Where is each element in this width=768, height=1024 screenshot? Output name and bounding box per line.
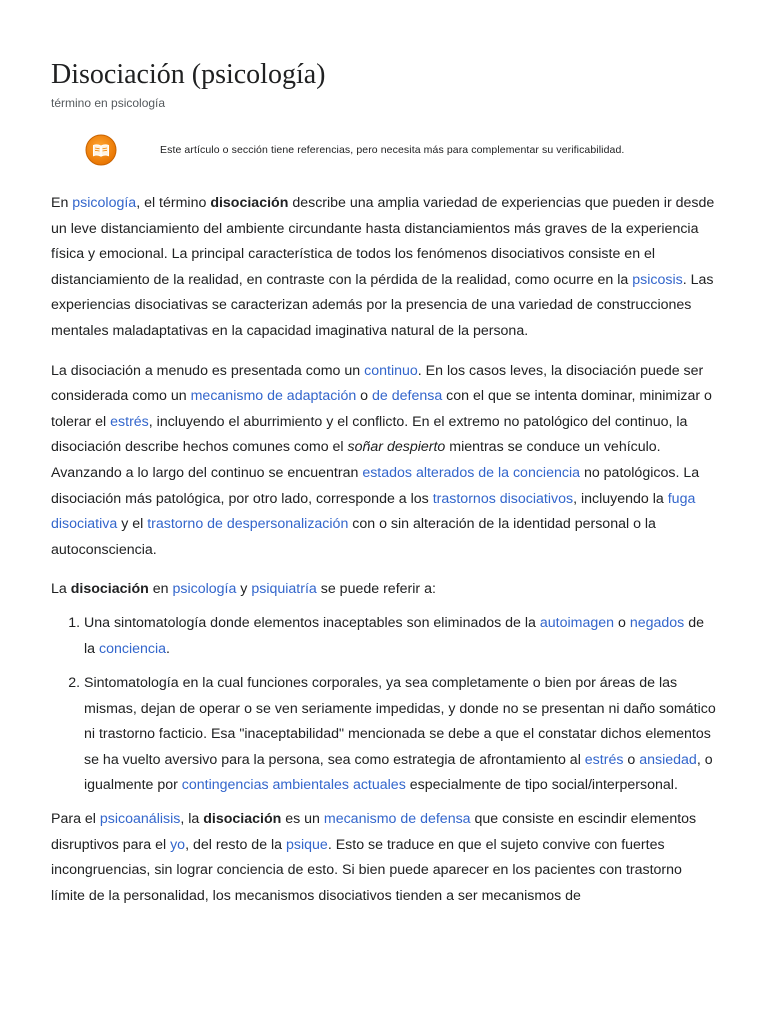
text: , o igualmente por xyxy=(84,751,713,794)
book-icon xyxy=(85,134,117,166)
definition-list xyxy=(51,611,717,799)
list-item xyxy=(84,671,717,799)
text: En xyxy=(51,195,73,211)
text: . Las experiencias disociativas se caracterizan además por la presencia de una variedad de construcciones mentales maladaptativas en la capacidad imaginativa natural de la persona. xyxy=(51,271,714,339)
text: . En los casos leves, la disociación puede ser considerada como un xyxy=(51,362,704,405)
text: describe una amplia variedad de experiencias que pueden ir desde un leve distanciamiento del ambiente circundante hasta distanciamientos más graves de la experiencia física y emocional. La principal característica de todos los fenómenos disociativos consiste en el distanciamiento de la realidad, en contraste con la pérdida de la realidad, como ocurre en la xyxy=(51,195,715,288)
text: no patológicos. La disociación más patológica, por otro lado, corresponde a los xyxy=(51,464,700,507)
text: o xyxy=(623,751,640,768)
text: de la xyxy=(84,614,704,657)
link-psicologia[interactable]: psicología xyxy=(72,195,137,211)
text: Una sintomatología donde elementos inaceptables son eliminados de la xyxy=(84,614,540,631)
text: especialmente de tipo social/interpersonal. xyxy=(405,777,678,794)
text: La xyxy=(51,581,71,598)
text: , del resto de la xyxy=(185,836,287,853)
text: o xyxy=(614,614,630,631)
text: . Esto se traduce en que el sujeto convive con fuertes incongruencias, sin lograr conciencia de esto. Si bien puede aparecer en los pacientes con trastorno límite de la personalidad, los mecanismos disociativos tienden a ser mecanismos de xyxy=(51,836,682,904)
link-autoimagen[interactable]: autoimagen xyxy=(539,614,615,631)
link-yo[interactable]: yo xyxy=(170,836,186,853)
text: . xyxy=(166,640,170,657)
link-estados-alterados[interactable]: estados alterados de la conciencia xyxy=(362,464,580,481)
paragraph-refers xyxy=(51,577,717,603)
text: con o sin alteración de la identidad personal o la autoconsciencia. xyxy=(51,516,656,558)
paragraph-psychoanalysis xyxy=(51,807,717,909)
text: , el término xyxy=(136,195,211,211)
link-contingencias[interactable]: contingencias ambientales actuales xyxy=(181,777,406,794)
link-mecanismo-adaptacion[interactable]: mecanismo de adaptación xyxy=(190,388,357,405)
text: es un xyxy=(281,811,324,828)
text: , incluyendo el aburrimiento y el conflicto. En el extremo no patológico del continuo, la disociación describe hechos comunes como el xyxy=(51,413,688,456)
link-negados[interactable]: negados xyxy=(629,614,685,631)
text: se puede referir a: xyxy=(316,581,436,598)
text: , incluyendo la xyxy=(573,490,668,507)
text: o xyxy=(356,388,373,405)
text: La disociación a menudo es presentada como un xyxy=(51,362,365,379)
link-fuga-disociativa[interactable]: fuga disociativa xyxy=(51,490,696,533)
bold-term: disociación xyxy=(203,811,282,828)
references-notice xyxy=(51,132,717,168)
text: y el xyxy=(117,516,148,533)
link-conciencia[interactable]: conciencia xyxy=(98,640,167,657)
text: Para el xyxy=(51,811,100,828)
link-psique[interactable]: psique xyxy=(286,836,328,853)
list-item xyxy=(84,611,717,662)
link-psicoanalisis[interactable]: psicoanálisis xyxy=(99,811,181,828)
paragraph-continuum xyxy=(51,359,717,564)
notice-text: Este artículo o sección tiene referencias, pero necesita más para complementar su verificabilidad. xyxy=(160,144,625,156)
text: en xyxy=(148,581,173,598)
link-trastorno-despersonalizacion[interactable]: trastorno de despersonalización xyxy=(147,516,349,533)
link-trastornos-disociativos[interactable]: trastornos disociativos xyxy=(432,490,574,507)
bold-term: disociación xyxy=(210,195,289,211)
link-ansiedad[interactable]: ansiedad xyxy=(639,751,697,768)
link-psiquiatria[interactable]: psiquiatría xyxy=(251,581,317,598)
link-psicosis[interactable]: psicosis xyxy=(632,271,683,288)
bold-term: disociación xyxy=(70,581,149,598)
text: mientras se conduce un vehículo. Avanzando a lo largo del continuo se encuentran xyxy=(51,439,661,481)
text: y xyxy=(236,581,252,598)
text: Sintomatología en la cual funciones corporales, ya sea completamente o bien por áreas de las mismas, dejan de operar o se ven seriamente impedidas, y donde no se presentan ni daño somático ni trastorno facticio. Esa "inaceptabilidad" mencionada se debe a que el constatar dichos elementos se ha vuelto aversivo para la persona, sea como estrategia de afrontamiento al xyxy=(84,675,716,768)
link-estres[interactable]: estrés xyxy=(110,413,149,430)
link-mecanismo-defensa[interactable]: mecanismo de defensa xyxy=(323,811,471,828)
page-subtitle: término en psicología xyxy=(51,96,166,110)
link-psicologia[interactable]: psicología xyxy=(172,581,237,598)
text: con el que se intenta dominar, minimizar o tolerar el xyxy=(51,388,712,430)
link-estres[interactable]: estrés xyxy=(584,751,624,768)
page-title: Disociación (psicología) xyxy=(51,59,326,90)
link-continuo[interactable]: continuo xyxy=(364,362,418,379)
text: , la xyxy=(180,811,204,828)
link-de-defensa[interactable]: de defensa xyxy=(372,388,443,405)
text: que consiste en escindir elementos disruptivos para el xyxy=(51,811,697,853)
paragraph-intro xyxy=(51,191,717,345)
italic-term: soñar despierto xyxy=(347,439,446,456)
